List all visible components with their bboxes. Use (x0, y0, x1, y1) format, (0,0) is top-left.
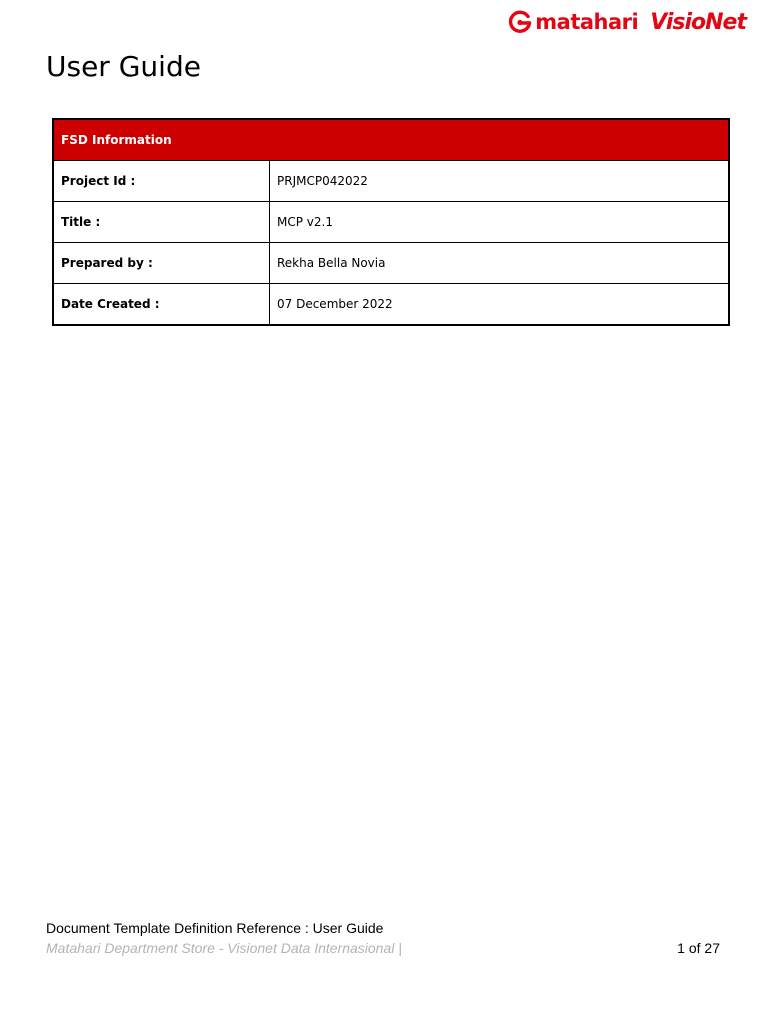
title-label: Title : (53, 202, 270, 243)
table-row-project-id (53, 161, 729, 202)
page-title: User Guide (46, 50, 201, 83)
date-created-label: Date Created : (53, 284, 270, 326)
table-header: FSD Information (53, 119, 729, 161)
header-logos (508, 6, 746, 38)
footer-company: Matahari Department Store - Visionet Data Internasional | (46, 940, 402, 956)
project-id-label: Project Id : (53, 161, 270, 202)
project-id-value: PRJMCP042022 (270, 161, 730, 202)
table-row-prepared-by (53, 243, 729, 284)
prepared-by-label: Prepared by : (53, 243, 270, 284)
title-value: MCP v2.1 (270, 202, 730, 243)
table-header-row (53, 119, 729, 161)
prepared-by-value: Rekha Bella Novia (270, 243, 730, 284)
fsd-information-table (52, 118, 730, 326)
footer-reference: Document Template Definition Reference : User Guide (46, 920, 384, 936)
page-number: 1 of 27 (677, 940, 720, 956)
matahari-logo-text: matahari (535, 10, 639, 34)
table-row-title (53, 202, 729, 243)
table-row-date-created (53, 284, 729, 326)
matahari-logo (508, 10, 638, 34)
matahari-sun-icon (508, 10, 532, 34)
visionet-logo: VisioNet (650, 9, 746, 35)
date-created-value: 07 December 2022 (270, 284, 730, 326)
